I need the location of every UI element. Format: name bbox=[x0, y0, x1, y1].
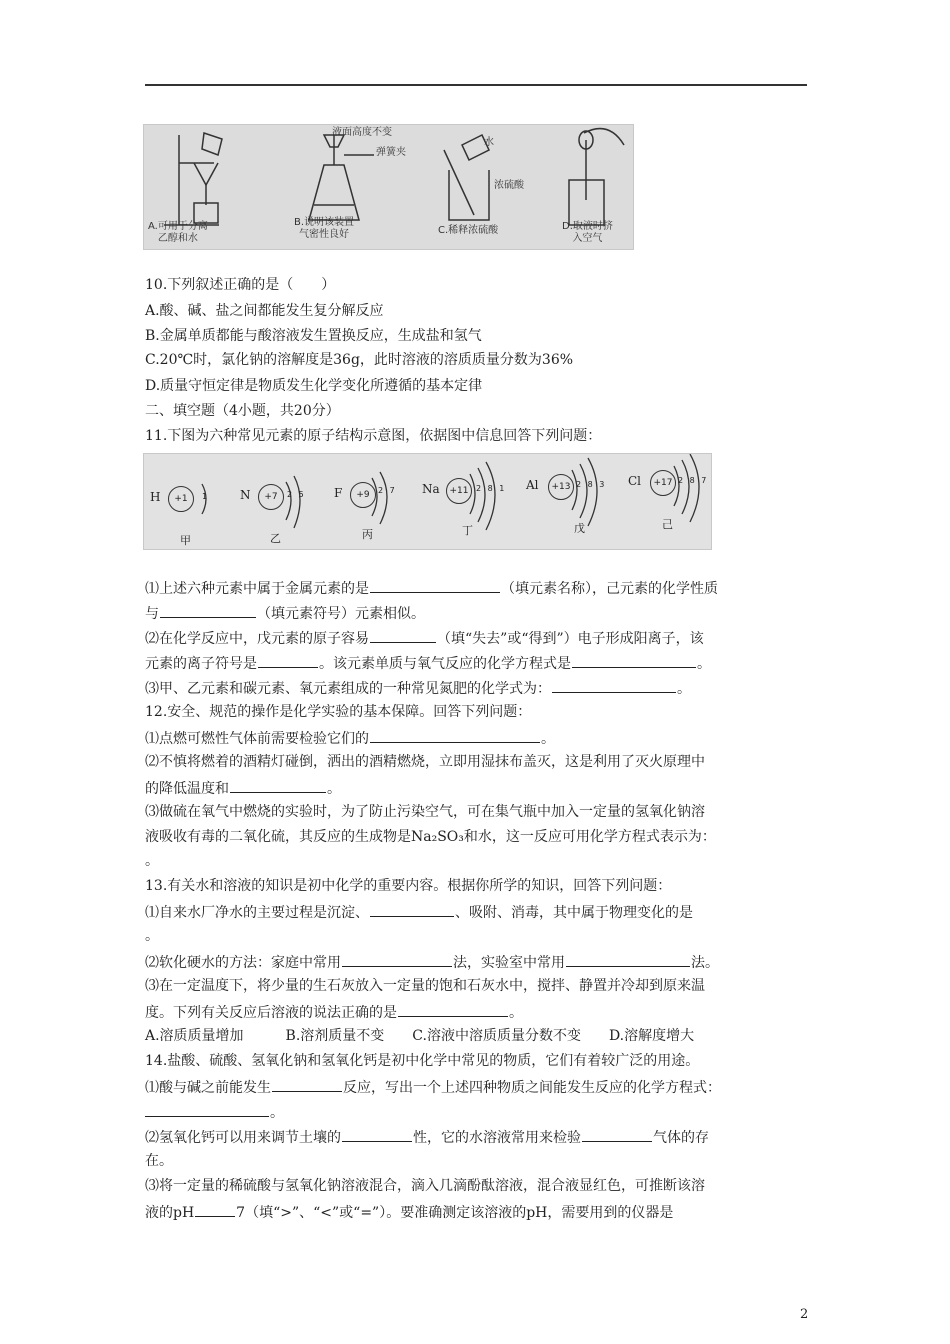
q12-p1b: 。 bbox=[541, 731, 555, 747]
q13-blank-lab[interactable] bbox=[566, 952, 690, 967]
anno-b-clip: 弹簧夹 bbox=[376, 147, 406, 158]
q14-part1-line2 bbox=[145, 1102, 284, 1122]
atom-symbol-cl: Cl bbox=[628, 474, 642, 488]
atom-electrons-h: 1 bbox=[202, 492, 210, 501]
q13-blank-home[interactable] bbox=[342, 952, 452, 967]
q11-part2-line2 bbox=[145, 653, 711, 673]
q13-p3b: 度。下列有关反应后溶液的说法正确的是 bbox=[145, 1005, 397, 1021]
q10-option-d: D.质量守恒定律是物质发生化学变化所遵循的基本定律 bbox=[145, 378, 483, 394]
q14-part2-line2: 在。 bbox=[145, 1153, 173, 1169]
atom-caption-f: 丙 bbox=[362, 528, 373, 541]
q14-stem: 14.盐酸、硫酸、氢氧化钠和氢氧化钙是初中化学中常见的物质，它们有着较广泛的用途。 bbox=[145, 1053, 700, 1069]
atom-caption-h: 甲 bbox=[180, 534, 191, 547]
q12-part1 bbox=[145, 728, 555, 748]
q13-blank-solution[interactable] bbox=[398, 1002, 508, 1017]
atom-caption-n: 乙 bbox=[270, 532, 281, 545]
q11-p3a: ⑶甲、乙元素和碳元素、氧元素组成的一种常见氮肥的化学式为： bbox=[145, 681, 551, 697]
q11-p2a: ⑵在化学反应中，戊元素的原子容易 bbox=[145, 631, 369, 647]
q13-p1b: 、吸附、消毒，其中属于物理变化的是 bbox=[455, 905, 693, 921]
atom-nucleus-cl: +17 bbox=[650, 470, 676, 496]
atom-electrons-n: 2 5 bbox=[287, 490, 306, 499]
q11-p2b: （填“失去”或“得到”）电子形成阳离子，该 bbox=[437, 631, 704, 647]
q11-blank-symbol[interactable] bbox=[160, 603, 256, 618]
q14-p1b: 反应，写出一个上述四种物质之间能发生反应的化学方程式： bbox=[343, 1080, 721, 1096]
atom-nucleus-h: +1 bbox=[168, 486, 194, 512]
q10-option-c: C.20℃时，氯化钠的溶解度是36g，此时溶液的溶质质量分数为36% bbox=[145, 352, 574, 368]
q12-p2c: 。 bbox=[327, 781, 341, 797]
q11-part3 bbox=[145, 678, 691, 698]
q11-p1b: （填元素名称），己元素的化学性质 bbox=[501, 581, 718, 597]
q10-stem: 10.下列叙述正确的是（ ） bbox=[145, 277, 336, 293]
q12-part3-line1: ⑶做硫在氧气中燃烧的实验时，为了防止污染空气，可在集气瓶中加入一定量的氢氧化钠溶 bbox=[145, 804, 705, 820]
q12-p2b: 的降低温度和 bbox=[145, 781, 229, 797]
q11-blank-lose-gain[interactable] bbox=[370, 628, 436, 643]
anno-b-top: 液面高度不变 bbox=[332, 127, 392, 138]
q14-p2a: ⑵氢氧化钙可以用来调节土壤的 bbox=[145, 1130, 341, 1146]
q11-stem: 11.下图为六种常见元素的原子结构示意图，依据图中信息回答下列问题： bbox=[145, 428, 602, 444]
q11-part1-line1 bbox=[145, 578, 718, 598]
atom-nucleus-n: +7 bbox=[258, 484, 284, 510]
q10-option-b: B.金属单质都能与酸溶液发生置换反应，生成盐和氢气 bbox=[145, 328, 482, 344]
atom-symbol-f: F bbox=[334, 486, 343, 500]
q14-blank-soil[interactable] bbox=[342, 1127, 412, 1142]
q12-part3-line2: 液吸收有毒的二氧化硫，其反应的生成物是Na₂SO₃和水，这一反应可用化学方程式表示为： bbox=[145, 829, 716, 845]
q13-p2b: 法，实验室中常用 bbox=[453, 955, 565, 971]
q14-p2b: 性，它的水溶液常用来检验 bbox=[413, 1130, 581, 1146]
q11-part1-line2 bbox=[145, 603, 425, 623]
q11-p1a: ⑴上述六种元素中属于金属元素的是 bbox=[145, 581, 369, 597]
q13-stem: 13.有关水和溶液的知识是初中化学的重要内容。根据你所学的知识，回答下列问题： bbox=[145, 878, 672, 894]
atom-nucleus-al: +13 bbox=[548, 474, 574, 500]
q14-p1c: 。 bbox=[270, 1105, 284, 1121]
q11-part2-line1 bbox=[145, 628, 704, 648]
q14-p3b: 液的pH bbox=[145, 1205, 195, 1221]
label-c: C.稀释浓硫酸 bbox=[438, 225, 499, 236]
atom-nucleus-f: +9 bbox=[350, 482, 376, 508]
lab-apparatus-drawing bbox=[144, 125, 633, 249]
atom-symbol-na: Na bbox=[422, 482, 440, 496]
q12-p1a: ⑴点燃可燃性气体前需要检验它们的 bbox=[145, 731, 369, 747]
q14-part1-line1 bbox=[145, 1077, 721, 1097]
atom-nucleus-na: +11 bbox=[446, 478, 472, 504]
anno-c-water: 水 bbox=[484, 137, 494, 148]
q12-blank-purity[interactable] bbox=[370, 728, 540, 743]
atom-electrons-f: 2 7 bbox=[378, 486, 397, 495]
label-d: D.取液时挤 入空气 bbox=[562, 221, 613, 244]
q11-blank-fertilizer[interactable] bbox=[552, 678, 676, 693]
q10-option-a: A.酸、碱、盐之间都能发生复分解反应 bbox=[145, 303, 384, 319]
page-number: 2 bbox=[800, 1307, 809, 1322]
q11-blank-ion[interactable] bbox=[258, 653, 318, 668]
q13-part1-line2: 。 bbox=[145, 928, 159, 944]
atom-caption-cl: 己 bbox=[662, 518, 673, 531]
q12-blank-principle[interactable] bbox=[230, 778, 326, 793]
q13-options: A.溶质质量增加 B.溶剂质量不变 C.溶液中溶质质量分数不变 D.溶解度增大 bbox=[145, 1028, 695, 1044]
atom-electrons-cl: 2 8 7 bbox=[678, 476, 709, 485]
q12-part2-line1: ⑵不慎将燃着的酒精灯碰倒，洒出的酒精燃烧，立即用湿抹布盖灭，这是利用了灭火原理中 bbox=[145, 754, 705, 770]
q13-part1-line1 bbox=[145, 902, 693, 922]
label-b: B.说明该装置 气密性良好 bbox=[294, 217, 355, 240]
anno-c-acid: 浓硫酸 bbox=[494, 180, 524, 191]
q14-part3-line1: ⑶将一定量的稀硫酸与氢氧化钠溶液混合，滴入几滴酚酞溶液，混合液显红色，可推断该溶 bbox=[145, 1178, 705, 1194]
q11-p2c: 元素的离子符号是 bbox=[145, 656, 257, 672]
q14-part3-line2 bbox=[145, 1202, 673, 1222]
q13-blank-step[interactable] bbox=[370, 902, 454, 917]
q11-p2d: 。该元素单质与氧气反应的化学方程式是 bbox=[319, 656, 571, 672]
q14-blank-gas[interactable] bbox=[582, 1127, 652, 1142]
q11-p1c: 与 bbox=[145, 606, 159, 622]
q13-p3c: 。 bbox=[509, 1005, 523, 1021]
q14-p1a: ⑴酸与碱之前能发生 bbox=[145, 1080, 271, 1096]
q14-part2-line1 bbox=[145, 1127, 709, 1147]
atom-caption-al: 戊 bbox=[574, 522, 585, 535]
q11-p1d: （填元素符号）元素相似。 bbox=[257, 606, 425, 622]
q14-p3c: 7（填“>”、“<”或“=”）。要准确测定该溶液的pH，需要用到的仪器是 bbox=[236, 1205, 674, 1221]
label-a: A.可用于分离 乙醇和水 bbox=[148, 221, 208, 244]
q13-part3-line1: ⑶在一定温度下，将少量的生石灰放入一定量的饱和石灰水中，搅拌、静置并冷却到原来温 bbox=[145, 978, 705, 994]
atom-electrons-al: 2 8 3 bbox=[576, 480, 607, 489]
q12-stem: 12.安全、规范的操作是化学实验的基本保障。回答下列问题： bbox=[145, 704, 532, 720]
atom-symbol-h: H bbox=[150, 490, 161, 504]
atom-caption-na: 丁 bbox=[462, 524, 473, 537]
atom-symbol-al: Al bbox=[526, 478, 539, 492]
q11-blank-metal[interactable] bbox=[370, 578, 500, 593]
q11-blank-equation[interactable] bbox=[572, 653, 696, 668]
section-heading: 二、填空题（4小题，共20分） bbox=[145, 403, 340, 419]
q13-p1a: ⑴自来水厂净水的主要过程是沉淀、 bbox=[145, 905, 369, 921]
q11-p3b: 。 bbox=[677, 681, 691, 697]
q12-part2-line2 bbox=[145, 778, 341, 798]
q13-part2 bbox=[145, 952, 719, 972]
q14-blank-reaction[interactable] bbox=[272, 1077, 342, 1092]
q14-p2c: 气体的存 bbox=[653, 1130, 709, 1146]
electron-shells bbox=[144, 454, 711, 549]
q13-part3-line2 bbox=[145, 1002, 523, 1022]
q11-p2e: 。 bbox=[697, 656, 711, 672]
lab-apparatus-figure bbox=[143, 124, 634, 250]
q12-part3-line3: 。 bbox=[145, 853, 159, 869]
atom-structure-figure bbox=[143, 453, 712, 550]
header-rule bbox=[145, 84, 807, 86]
atom-electrons-na: 2 8 1 bbox=[476, 484, 507, 493]
atom-symbol-n: N bbox=[240, 488, 251, 502]
q14-blank-equation[interactable] bbox=[145, 1102, 269, 1117]
q14-blank-ph[interactable] bbox=[195, 1202, 235, 1217]
q13-p2c: 法。 bbox=[691, 955, 719, 971]
q13-p2a: ⑵软化硬水的方法：家庭中常用 bbox=[145, 955, 341, 971]
